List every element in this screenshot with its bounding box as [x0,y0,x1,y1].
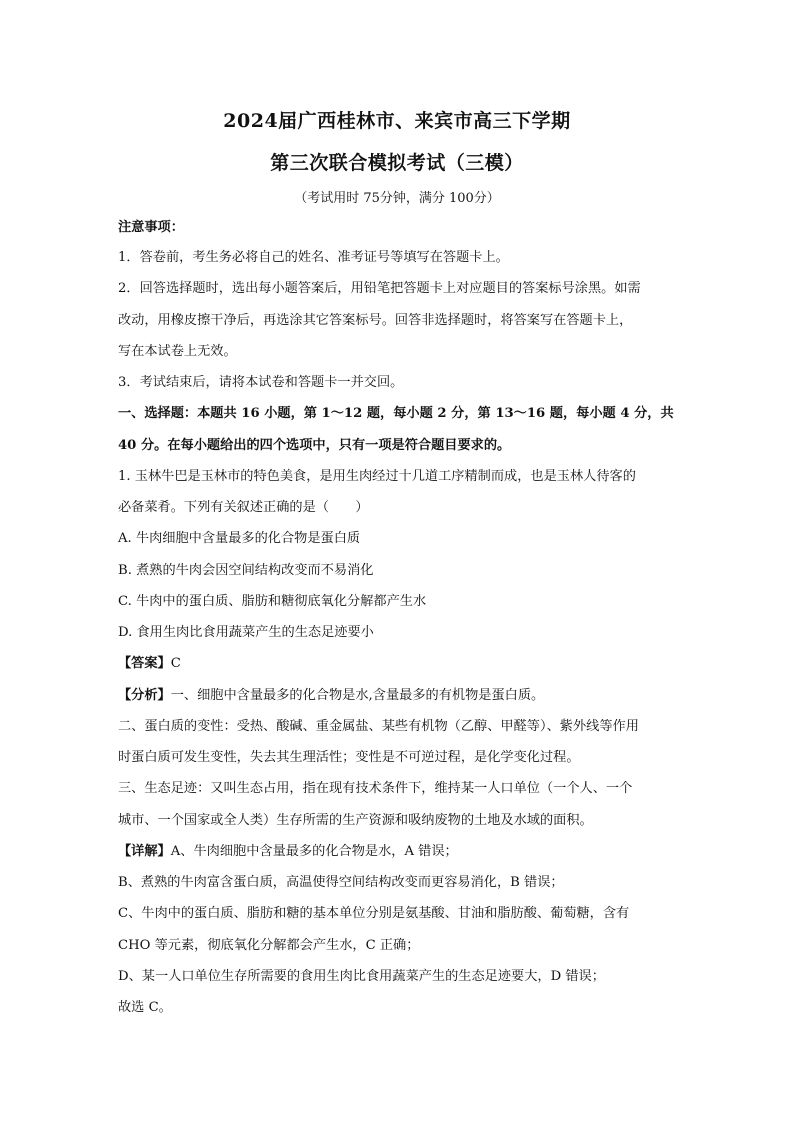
answer-label: 【答案】 [118,656,171,671]
detail-line2: B、煮熟的牛肉富含蛋白质，高温使得空间结构改变而更容易消化，B 错误； [118,875,564,890]
detail-line1 [118,843,678,861]
analysis-text-1: 一、细胞中含量最多的化合物是水,含量最多的有机物是蛋白质。 [170,688,545,703]
answer-value: C [170,656,181,671]
analysis-line4: 三、生态足迹：又叫生态占用，指在现有技术条件下，维持某一人口单位（一个人、一个 [118,781,633,796]
option-d: D. 食用生肉比食用蔬菜产生的生态足迹要小 [118,625,374,640]
option-a: A. 牛肉细胞中含量最多的化合物是蛋白质 [118,531,361,546]
detail-text-1: A、牛肉细胞中含量最多的化合物是水，A 错误； [170,844,458,859]
notice-item-2-line3: 写在本试卷上无效。 [118,344,237,359]
analysis-label: 【分析】 [118,688,171,703]
detail-line4: CHO 等元素，彻底氧化分解都会产生水，C 正确； [118,938,420,953]
question-1-stem-line2: 必备菜肴。下列有关叙述正确的是（ ） [118,500,369,515]
analysis-line3: 时蛋白质可发生变性，失去其生理活性；变性是不可逆过程，是化学变化过程。 [118,750,580,765]
notice-item-1: 1．答卷前，考生务必将自己的姓名、准考证号等填写在答题卡上。 [118,250,509,265]
detail-label: 【详解】 [118,844,171,859]
analysis-line2: 二、蛋白质的变性：受热、酸碱、重金属盐、某些有机物（乙醇、甲醛等）、紫外线等作用 [118,719,639,734]
exam-subtitle: （考试用时 75分钟，满分 100分） [294,191,500,206]
detail-line6: 故选 C。 [118,1000,172,1015]
analysis-line1 [118,687,678,705]
exam-title-line1: 2024届广西桂林市、来宾市高三下学期 [223,110,571,132]
analysis-line5: 城市、一个国家或全人类）生存所需的生产资源和吸纳废物的土地及水域的面积。 [118,813,593,828]
notice-item-2-line2: 改动，用橡皮擦干净后，再选涂其它答案标号。回答非选择题时，将答案写在答题卡上， [118,313,633,328]
detail-line3: C、牛肉中的蛋白质、脂肪和糖的基本单位分别是氨基酸、甘油和脂肪酸、葡萄糖，含有 [118,906,630,921]
notice-item-2-line1: 2．回答选择题时，选出每小题答案后，用铅笔把答题卡上对应题目的答案标号涂黑。如需 [118,281,641,296]
section-heading-line1: 一、选择题：本题共 16 小题，第 1～12 题，每小题 2 分，第 13～16 题，每小题 4 分，共 [118,406,674,421]
answer-line [118,655,678,673]
question-1-stem-line1: 1. 玉林牛巴是玉林市的特色美食，是用生肉经过十几道工序精制而成，也是玉林人待客的 [118,469,636,484]
detail-line5: D、某一人口单位生存所需要的食用生肉比食用蔬菜产生的生态足迹要大，D 错误； [118,969,605,984]
exam-title-line2: 第三次联合模拟考试（三模） [270,152,524,174]
notice-heading: 注意事项： [118,220,184,235]
option-c: C. 牛肉中的蛋白质、脂肪和糖彻底氧化分解都产生水 [118,594,427,609]
option-b: B. 煮熟的牛肉会因空间结构改变而不易消化 [118,563,374,578]
section-heading-line2: 40 分。在每小题给出的四个选项中，只有一项是符合题目要求的。 [118,438,511,453]
notice-item-3: 3．考试结束后，请将本试卷和答题卡一并交回。 [118,375,404,390]
